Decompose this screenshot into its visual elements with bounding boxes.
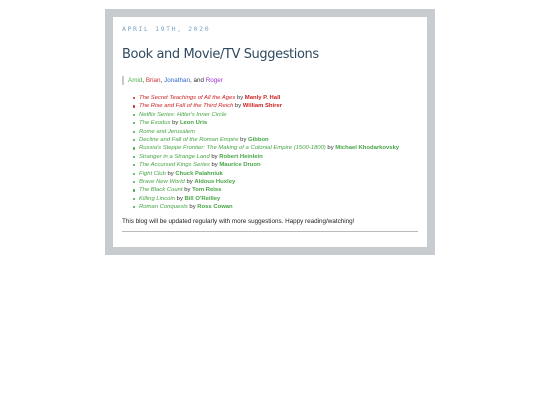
author-separator: , [160, 77, 165, 84]
author-separator: , and [189, 77, 206, 84]
list-item [139, 128, 418, 136]
suggestion-title: Stranger in a Strange Land [139, 153, 210, 160]
suggestion-title: The Exodus [139, 120, 171, 127]
suggestion-title: Netflix Series: Hitler's Inner Circle [139, 111, 227, 118]
list-item [139, 111, 418, 119]
suggestion-author: Aldous Huxley [194, 179, 236, 186]
suggestion-title: Fight Club [139, 170, 166, 177]
list-item [139, 186, 418, 194]
list-item [139, 195, 418, 203]
by-text: by [182, 187, 193, 194]
suggestion-author: Tom Reiss [192, 187, 222, 194]
blog-post [113, 17, 427, 247]
suggestion-author: Gibbon [248, 137, 269, 144]
post-frame [105, 9, 435, 255]
list-item [139, 178, 418, 186]
by-text: by [184, 179, 195, 186]
suggestion-title: Decline and Fall of the Roman Empire [139, 137, 239, 144]
list-item [139, 170, 418, 178]
by-text: by [325, 145, 336, 152]
suggestion-author: Ross Cowan [197, 204, 233, 211]
suggestion-author: William Shirer [242, 103, 283, 110]
by-text: by [233, 103, 243, 110]
suggestion-author: Manly P. Hall [244, 95, 281, 101]
by-text: by [235, 95, 245, 101]
post-date: APRIL 19TH, 2020 [122, 25, 211, 33]
by-text: by [165, 170, 176, 177]
by-text: by [187, 204, 198, 211]
by-text: by [238, 137, 249, 144]
author-separator: , [142, 77, 146, 84]
suggestion-title: The Accursed Kings Series [139, 162, 210, 169]
suggestions-list [122, 94, 418, 212]
suggestion-title: Rome and Jerusalem [139, 128, 195, 135]
suggestion-title: Killing Lincoln [139, 195, 176, 202]
suggestion-title: Roman Conquests [139, 204, 188, 211]
list-item [139, 203, 418, 211]
by-text: by [170, 120, 180, 127]
suggestion-title: The Secret Teachings of All the Ages [139, 95, 236, 101]
divider [122, 231, 418, 232]
list-item [139, 161, 418, 169]
suggestion-author: Chuck Palahniuk [175, 170, 223, 177]
by-text: by [209, 153, 220, 160]
suggestion-title: Brave New World [139, 179, 185, 186]
update-note: This blog will be updated regularly with more suggestions. Happy reading/watching! [122, 217, 355, 225]
post-title: Book and Movie/TV Suggestions [122, 47, 319, 62]
author-roger: Roger [205, 77, 223, 84]
list-item [139, 94, 418, 102]
author-amid: Amid [128, 77, 143, 84]
author-brian: Brian [145, 77, 161, 84]
by-text: by [175, 195, 185, 202]
list-item [139, 102, 418, 110]
suggestion-author: Robert Heinlein [219, 153, 263, 160]
list-item [139, 119, 418, 127]
suggestion-author: Leon Uris [179, 120, 208, 127]
suggestion-author: Michael Khodarkovsky [335, 145, 400, 152]
suggestion-title: The Rise and Fall of the Third Reich [139, 103, 234, 110]
suggestion-author: Bill O'Reilley [184, 195, 221, 202]
suggestion-author: Maurice Druon [219, 162, 261, 169]
post-authors [122, 76, 418, 85]
list-item [139, 153, 418, 161]
list-item [139, 144, 418, 152]
suggestion-title: Russia's Steppe Frontier: The Making of a Colonial Empire (1500-1800) [139, 145, 326, 152]
list-item [139, 136, 418, 144]
by-text: by [209, 162, 220, 169]
suggestion-title: The Black Count [139, 187, 183, 194]
author-jonathan: Jonathan [164, 77, 190, 84]
